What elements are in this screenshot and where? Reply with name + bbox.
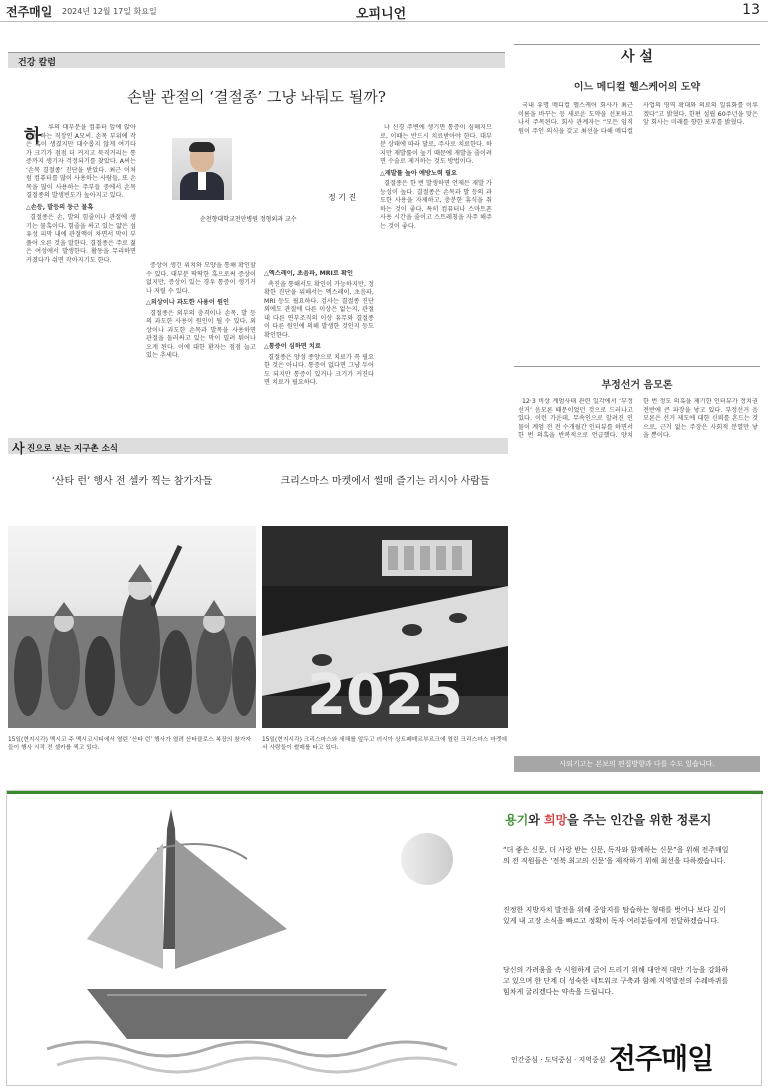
photo-news-header-text: 진으로 보는 지구촌 소식 — [27, 444, 118, 454]
masthead — [0, 0, 768, 22]
author-box — [172, 138, 362, 223]
column-2 — [146, 262, 256, 432]
column-4-subhead: △재발률 높아 예방노력 필요 — [380, 169, 457, 177]
column-2-text-b: 결절종은 외부의 충격이나 손목, 발 등의 과도한 사용이 원인이 될 수 있다. 외상이나 과도한 손목과 발목을 사용하면 관절을 둘러싸고 있는 막이 밀려 튀어나오게 된다. 이에 대한 환자는 점점 늘고 있는 추세다. — [146, 309, 256, 359]
ad-title — [505, 811, 711, 828]
photo-news-header — [8, 438, 508, 457]
author-hair — [189, 142, 215, 152]
column-1-text: 루의 대부분을 컴퓨터 앞에 앉아 일을 하는 직장인 A모씨. 손목 부위에 작은 혹이 생겼지만 대수롭지 않게 여기다가 크기가 점점 더 커지고 묵직거리는 통증까지 생기자 걱정되기를 찾았다. A씨는 ‘손목 결절종’ 진단을 받았다. 최근 이처럼 컴퓨터를 많이 사용하는 사람들, 또 손목을 많이 사용하는 주부들 중에서 손목 결절종의 발생빈도가 높아지고 있다. — [26, 124, 136, 199]
column-3-subhead-1: △엑스레이, 초음파, MRI로 확인 — [264, 270, 353, 277]
column-header: 건강 칼럼 — [18, 58, 56, 68]
photo-right-title: 크리스마스 마켓에서 썰매 즐기는 러시아 사람들 — [280, 476, 490, 487]
column-3-subhead-2: △통증이 심하면 치료 — [264, 343, 321, 350]
editorial-header: 사 설 — [621, 49, 653, 65]
ad-title-hope: 희망 — [543, 813, 568, 827]
masthead-logo: 전주매일 — [6, 5, 53, 19]
masthead-date: 2024년 12월 17일 화요일 — [62, 7, 157, 16]
number-2025-sign: 2025 — [307, 663, 463, 728]
photo-left-caption: 15일(현지시각) 멕시코 주 멕시코시티에서 열린 ‘산타 런’ 행사가 열려 산타클로스 복장의 참가자들이 행사 시작 전 셀카를 찍고 있다. — [8, 737, 252, 751]
sled-market-illustration — [262, 526, 508, 728]
editorial-text-1: 국내 유명 메디컬 헬스케어 회사가 최근 이름을 바꾸는 등 새로운 도약을 선포하고 나서 주목된다. 회사 관계자는 “모든 임직원이 주인 의식을 갖고 최선을 다해 메디컬 사업의 영역 확대와 의료의 일류화를 이루겠다”고 밝혔다. 한편 설립 60주년을 맞은 앞 회사는 미래를 향한 포부를 밝혔다. — [518, 102, 758, 135]
page-number: 13 — [742, 2, 760, 18]
author-photo — [172, 138, 232, 200]
editorial-title-2: 부정선거 음모론 — [601, 380, 673, 391]
santa-crowd-illustration — [8, 526, 256, 728]
photo-left-title: ‘산타 런’ 행사 전 셀카 찍는 참가자들 — [51, 476, 213, 487]
disclaimer-text: 사외기고는 본보의 편집방향과 다를 수도 있습니다. — [559, 760, 715, 768]
column-1 — [26, 124, 136, 432]
ad-paragraph-1: “더 좋은 신문, 더 사랑 받는 신문, 독자와 함께하는 신문”을 위해 전주매일의 전 직원들은 ‘전북 최고의 신문’을 제작하기 위해 최선을 다하겠습니다. — [503, 846, 729, 865]
ad-logo: 전주매일 — [609, 1042, 714, 1075]
column-4-text: 나 신경 주변에 생기면 통증이 심해지므로, 이때는 반드시 치료받아야 한다. 대부분 상태에 따라 달로, 주사로 치료한다. 하지만 재발률이 높기 때문에 재발을 줄이려면 수술로 제거하는 것도 방법이다. — [380, 124, 492, 165]
photo-sled-market — [262, 526, 508, 728]
section-title: 오피니언 — [356, 7, 407, 22]
editorial-divider-2 — [514, 366, 760, 367]
ad-title-courage: 용기 — [505, 813, 529, 827]
ad-slogan: 인간중심 · 도덕중심 · 지역중심 — [511, 1056, 606, 1064]
column-2-subhead: △외상이나 과도한 사용이 원인 — [146, 299, 229, 306]
mission-ad — [6, 790, 762, 1086]
drop-cap: 하 — [24, 126, 42, 147]
column-4 — [380, 124, 492, 432]
column-header-bar — [8, 52, 505, 68]
editorial-divider — [514, 44, 760, 45]
column-4-text-b: 결절종은 한 번 발생하면 언제든 재발 가능성이 높다. 결절종은 손목과 발 등의 과도한 사용을 자제하고, 충분한 휴식을 취하는 것이 좋다. 특히 컴퓨터나 스마트폰 사용 시간을 줄이고 스트레칭을 자주 해주는 것이 좋다. — [380, 180, 492, 230]
column-1-text-b: 결절종은 손, 발의 힘줄이나 관절에 생기는 물혹이다. 힘줄을 싸고 있는 얇은 섬유성 피막 내에 관절액이 차면서 막이 부풀어 오른 것을 말한다. 결절종은 주로 젊은 여성에서 발생한다. 활동을 무리하면 커졌다가 쉬면 작아지기도 한다. — [26, 214, 136, 264]
photo-santa-run — [8, 526, 256, 728]
column-2-text: 증상이 생긴 위치와 모양을 통해 확인할 수 있다. 대부분 딱딱한 혹으로써 증상이 없지만, 증상이 있는 경우 통증이 생기거나 저릴 수 있다. — [146, 262, 256, 295]
editorial-body-1 — [518, 102, 758, 360]
article-title: 손발 관절의 ‘결절종’ 그냥 놔둬도 될까? — [127, 88, 386, 106]
photo-news-header-cap: 사 — [12, 442, 25, 457]
health-column — [8, 52, 505, 434]
ad-paragraph-2: 진정한 지방자치 발전을 위해 중앙지를 탐습하는 형태를 벗어나 보다 깊이 있게 내 고장 소식을 빠르고 정확히 독자 여러분들에게 전달하겠습니다. — [503, 906, 726, 925]
editorial-sidebar — [514, 44, 760, 772]
column-3-text: 촉진을 통해서도 확인이 가능하지만, 정확한 진단을 위해서는 엑스레이, 초음파, MRI 등도 필요하다. 검사는 결절종 진단 외에도 관절에 다른 이상은 없는지, 관절 내 다른 연부조직의 이상 유무와 결절종이 다른 원인에 의해 발생한 것인지 등도 확인한다. — [264, 280, 374, 339]
column-1-subhead: △손등, 발등의 둥근 물혹 — [26, 203, 94, 211]
disclaimer-bar — [514, 756, 760, 772]
photo-right-caption: 15일(현지시각) 크리스마스와 새해를 앞두고 러시아 상트페테르부르크에 열린 크리스마스 마켓에서 사람들이 썰매를 타고 있다. — [262, 737, 508, 751]
ad-paragraph-3: 당신의 가려움을 속 시원하게 긁어 드리기 위해 대안적 대안 기능을 강화하고 있으며 한 단계 더 성숙한 네트워크 구축과 함께 지역발전의 수레바퀴를 힘차게 굴리겠다는 약속을 드립니다. — [503, 966, 729, 996]
editorial-body-2 — [518, 398, 758, 748]
photo-news — [8, 438, 508, 773]
sailboat-illustration — [47, 799, 467, 1079]
editorial-text-2: 12·3 비상 계엄사태 관련 일각에서 ‘부정선거’ 음모론 때문이었던 것으로 드러나고 있다. 이런 가운데, 무속인으로 알려진 인물이 계엄 전 전 수개월간 인터뷰를 하면서 한 번 의혹을 반복적으로 언급했다. 양치 한 번 정도 의혹을 제기한 인터뷰가 정치권 전반에 큰 파장을 낳고 있다. 부정선거 음모론은 선거 제도에 대한 신뢰를 흔드는 것으로, 근거 없는 주장은 사회적 분열만 낳을 뿐이다. — [518, 398, 758, 439]
ad-top-rule — [7, 791, 763, 794]
editorial-title-1: 이느 메디컬 헬스케어의 도약 — [573, 82, 701, 93]
ad-title-rest: 을 주는 인간을 위한 정론지 — [567, 813, 712, 827]
author-affiliation: 순천향대학교천안병원 정형외과 교수 — [200, 216, 297, 223]
column-3 — [264, 270, 374, 432]
ad-title-and: 와 — [528, 813, 544, 827]
column-3-text-b: 결절종은 양성 종양으로 치료가 꼭 필요한 것은 아니다. 통증이 없다면 그냥 두어도 되지만 통증이 있거나 크기가 커진다면 치료가 필요하다. — [264, 353, 374, 386]
author-shirt — [198, 172, 206, 190]
author-name: 정 기 진 — [328, 193, 357, 202]
